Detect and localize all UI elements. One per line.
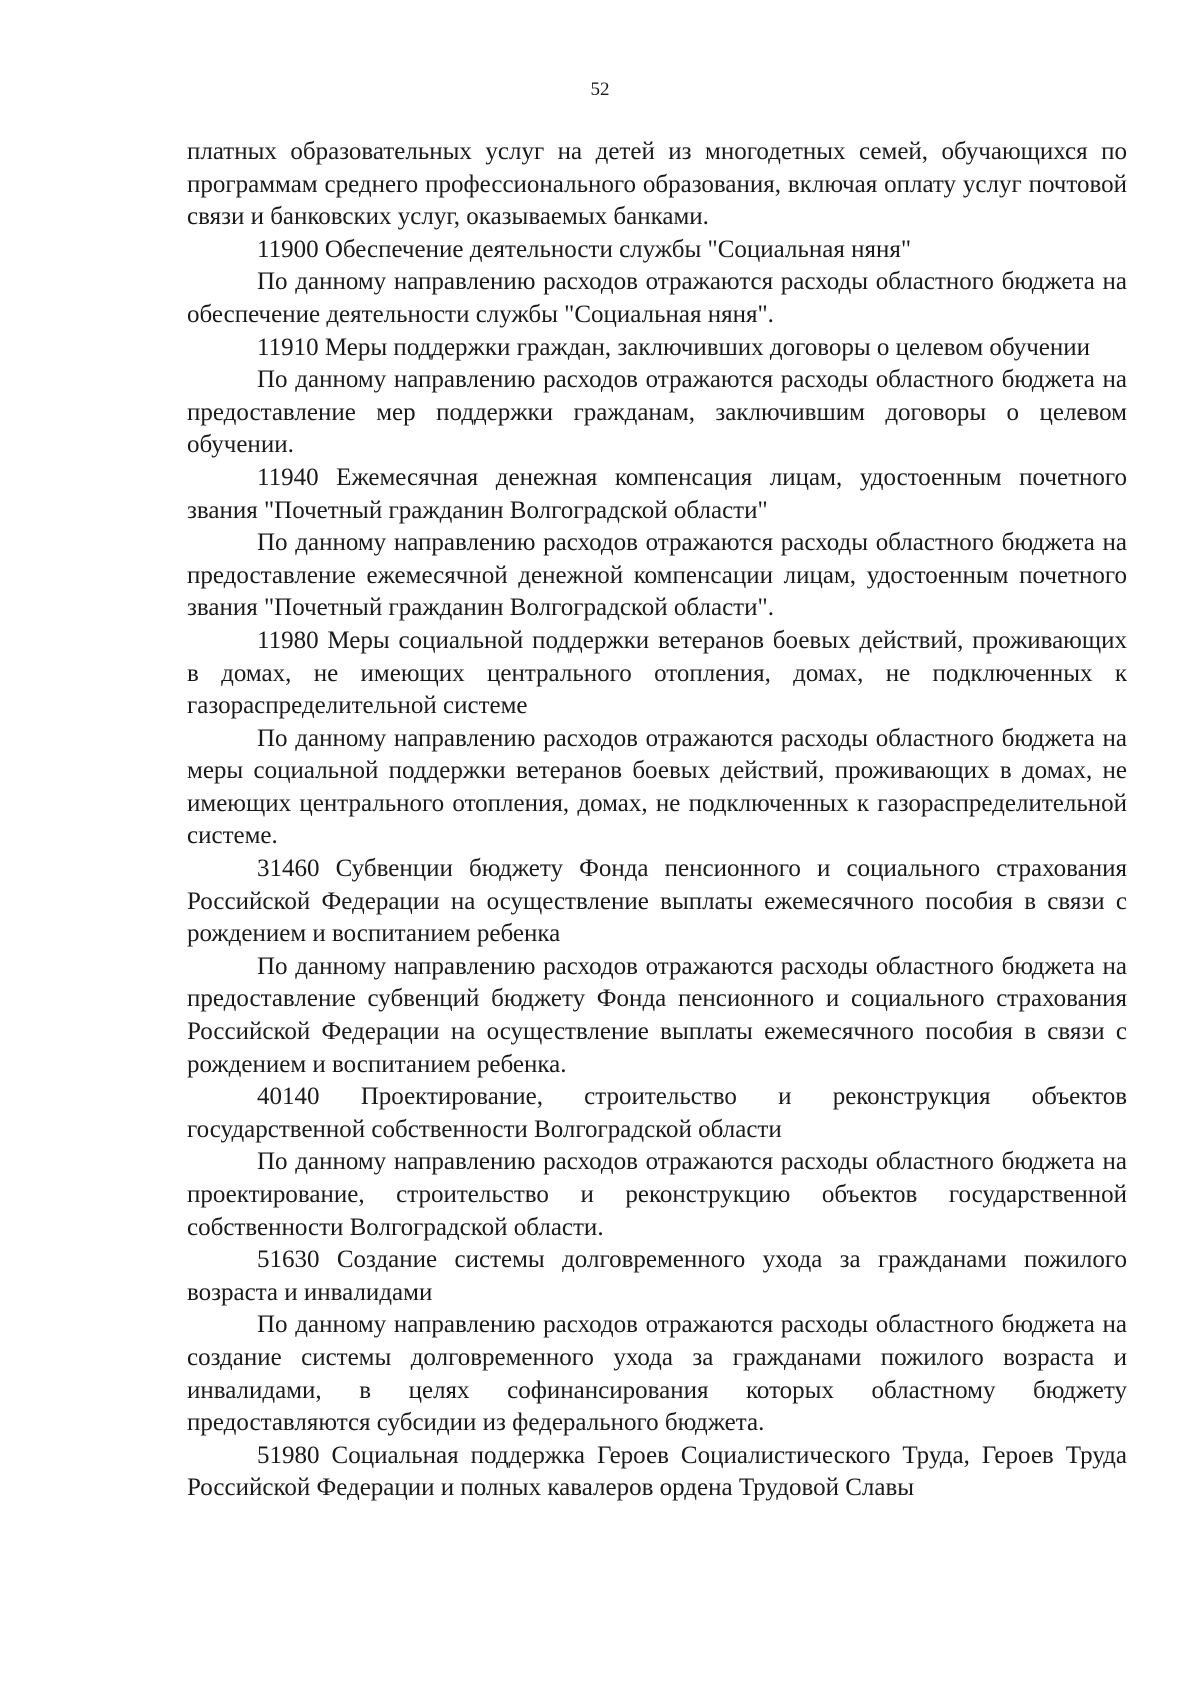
section-heading: 11980 Меры социальной поддержки ветеранов боевых действий, проживающих в домах, не имеющих центрального отопления, домах, не подключенных к газораспределительной системе (187, 626, 1127, 720)
section-heading: 51630 Создание системы долговременного ухода за гражданами пожилого возраста и инвалидами (187, 1246, 1127, 1306)
section-heading: 40140 Проектирование, строительство и реконструкция объектов государственной собственности Волгоградской области (187, 1083, 1127, 1143)
paragraph: По данному направлению расходов отражаются расходы областного бюджета на предоставление мер поддержки гражданам, заключившим договоры о целевом обучении. (187, 366, 1127, 459)
document-body (187, 136, 1127, 1505)
paragraph: По данному направлению расходов отражаются расходы областного бюджета на проектирование, строительство и реконструкцию объектов государственной собственности Волгоградской области. (187, 1148, 1127, 1241)
paragraph: По данному направлению расходов отражаются расходы областного бюджета на предоставление субвенций бюджету Фонда пенсионного и социального страхования Российской Федерации на осуществление выплаты ежемесячного пособия в связи с рождением и воспитанием ребенка. (187, 952, 1127, 1078)
paragraph: По данному направлению расходов отражаются расходы областного бюджета на предоставление ежемесячной денежной компенсации лицам, удостоенным почетного звания "Почетный гражданин Волгоградской области". (187, 529, 1127, 622)
page-number: 52 (590, 79, 610, 100)
section-heading: 51980 Социальная поддержка Героев Социалистического Труда, Героев Труда Российской Федерации и полных кавалеров ордена Трудовой Славы (187, 1441, 1127, 1502)
section-heading: 11940 Ежемесячная денежная компенсация лицам, удостоенным почетного звания "Почетный гражданин Волгоградской области" (187, 463, 1127, 524)
paragraph: платных образовательных услуг на детей из многодетных семей, обучающихся по программам среднего профессионального образования, включая оплату услуг почтовой связи и банковских услуг, оказываемых банками. (187, 138, 1127, 231)
section-heading: 11900 Обеспечение деятельности службы "Социальная няня" (257, 235, 912, 263)
section-heading: 11910 Меры поддержки граждан, заключивших договоры о целевом обучении (257, 333, 1091, 361)
paragraph: По данному направлению расходов отражаются расходы областного бюджета на меры социальной поддержки ветеранов боевых действий, проживающих в домах, не имеющих центрального отопления, домах, не подключенных к газораспределительной системе. (187, 724, 1127, 850)
paragraph: По данному направлению расходов отражаются расходы областного бюджета на создание системы долговременного ухода за гражданами пожилого возраста и инвалидами, в целях софинансирования которых областному бюджету предоставляются субсидии из федерального бюджета. (187, 1311, 1127, 1437)
section-heading: 31460 Субвенции бюджету Фонда пенсионного и социального страхования Российской Федерации на осуществление выплаты ежемесячного пособия в связи с рождением и воспитанием ребенка (187, 855, 1127, 948)
paragraph: По данному направлению расходов отражаются расходы областного бюджета на обеспечение деятельности службы "Социальная няня". (187, 268, 1127, 328)
